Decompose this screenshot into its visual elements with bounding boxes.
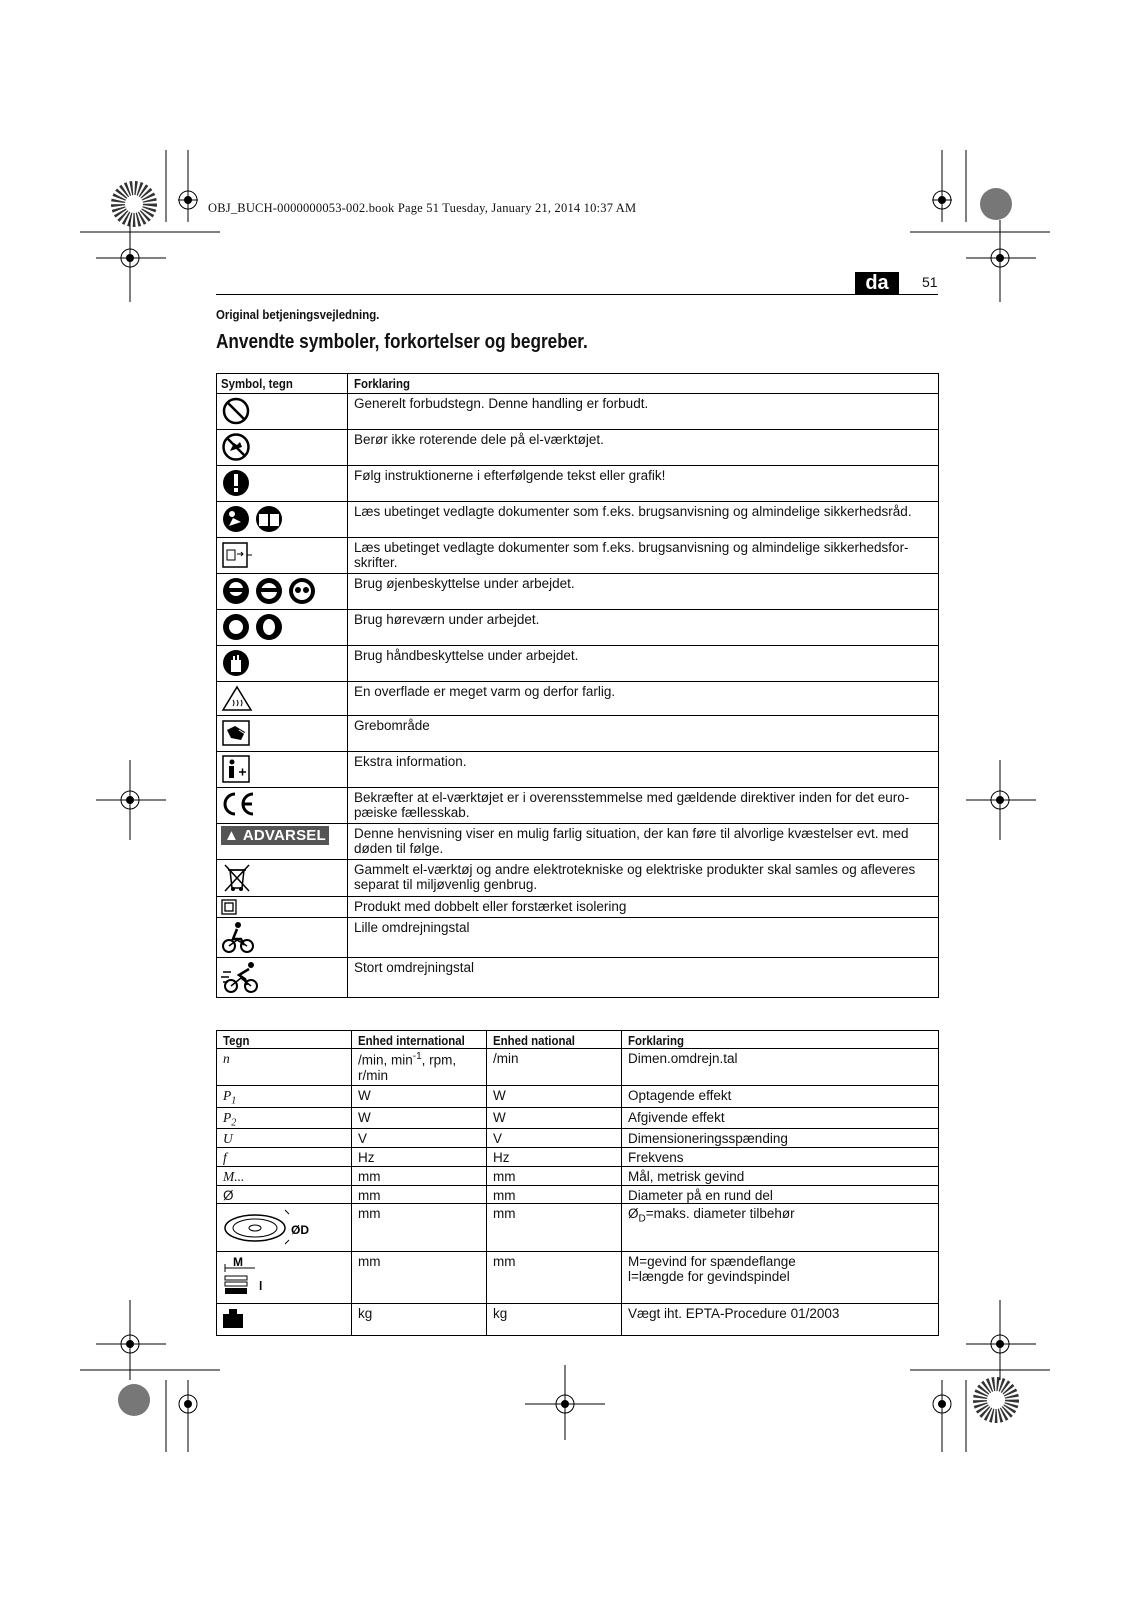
intl-unit-cell: kg <box>352 1304 487 1336</box>
table-row <box>217 466 939 502</box>
sign-cell: $P_2$ <box>217 1107 352 1129</box>
do-not-touch-rotating-icon <box>221 432 251 462</box>
subtitle: Original betjeningsvejledning. <box>216 307 380 322</box>
table-row <box>217 1107 939 1129</box>
column-header: Enhed national <box>487 1031 622 1049</box>
slow-speed-bike-icon <box>221 920 255 954</box>
natl-unit-cell: mm <box>487 1252 622 1304</box>
table-row <box>217 752 939 788</box>
row-explanation: Grebområde <box>348 716 939 752</box>
page-number: 51 <box>922 274 938 290</box>
row-explanation: Brug håndbeskyttelse under arbejdet. <box>348 646 939 682</box>
table-row <box>217 1129 939 1148</box>
table-row <box>217 574 939 610</box>
info-icon <box>221 754 253 784</box>
explanation-cell: Dimen.omdrejn.tal <box>622 1049 939 1086</box>
row-explanation: Brug høreværn under arbejdet. <box>348 610 939 646</box>
natl-unit-cell: W <box>487 1107 622 1129</box>
table-row <box>217 538 939 574</box>
intl-unit-cell: mm <box>352 1204 487 1252</box>
table-header-row <box>217 374 939 394</box>
warning-badge-icon: ▲ ADVARSEL <box>221 826 329 845</box>
thread-spindle-icon <box>221 1254 271 1298</box>
column-header: Forklaring <box>348 374 939 394</box>
intl-unit-cell: W <box>352 1086 487 1108</box>
natl-unit-cell: V <box>487 1129 622 1148</box>
exclamation-icon <box>221 468 251 498</box>
explanation-cell: $Ø_D=maks$. diameter tilbehør <box>622 1204 939 1252</box>
explanation-cell: Vægt iht. EPTA-Procedure 01/2003 <box>622 1304 939 1336</box>
table-row <box>217 502 939 538</box>
row-explanation: Ekstra information. <box>348 752 939 788</box>
table-row <box>217 430 939 466</box>
sign-cell: $P_1$ <box>217 1086 352 1108</box>
table-row <box>217 394 939 430</box>
explanation-cell: M=gevind for spændeflange l=længde for gevindspindel <box>622 1252 939 1304</box>
table-row <box>217 716 939 752</box>
table-row <box>217 1148 939 1167</box>
table-row <box>217 1049 939 1086</box>
table-row <box>217 958 939 998</box>
intl-unit-cell: W <box>352 1107 487 1129</box>
natl-unit-cell: Hz <box>487 1148 622 1167</box>
explanation-cell: Mål, metrisk gevind <box>622 1167 939 1186</box>
intl-unit-cell: mm <box>352 1186 487 1204</box>
natl-unit-cell: mm <box>487 1204 622 1252</box>
ce-mark-icon <box>221 790 257 818</box>
row-explanation: Berør ikke roterende dele på el-værktøjet. <box>348 430 939 466</box>
row-explanation: Gammelt el-værktøj og andre elektrotekniske og elektriske produkter skal samles og afleveres separat til miljøvenlig genbrug. <box>348 860 939 897</box>
disc-diameter-label: ØD <box>291 1223 309 1238</box>
table-row <box>217 610 939 646</box>
intl-unit-cell: mm <box>352 1167 487 1186</box>
thread-m-label: M <box>233 1255 243 1270</box>
grip-area-icon <box>221 718 253 748</box>
row-explanation: Brug øjenbeskyttelse under arbejdet. <box>348 574 939 610</box>
row-explanation: Lille omdrejningstal <box>348 918 939 958</box>
table-row <box>217 1204 939 1252</box>
double-insulation-icon <box>221 899 237 915</box>
explanation-cell: Diameter på en rund del <box>622 1186 939 1204</box>
row-explanation: En overflade er meget varm og derfor farlig. <box>348 682 939 716</box>
table-row <box>217 682 939 716</box>
language-badge: da <box>855 272 899 294</box>
row-explanation: Bekræfter at el-værktøjet er i overensstemmelse med gældende direktiver inden for det euro-pæiske fællesskab. <box>348 788 939 824</box>
eye-protection-icon <box>221 576 319 606</box>
natl-unit-cell: W <box>487 1086 622 1108</box>
table-row <box>217 1186 939 1204</box>
sign-cell: Ø <box>217 1186 352 1204</box>
natl-unit-cell: /min <box>487 1049 622 1086</box>
header-rule <box>216 294 938 295</box>
sign-cell: f <box>217 1148 352 1167</box>
table-row <box>217 1304 939 1336</box>
intl-unit-cell: V <box>352 1129 487 1148</box>
sign-cell: n <box>217 1049 352 1086</box>
table-row <box>217 918 939 958</box>
fast-speed-bike-icon <box>221 960 261 994</box>
table-row <box>217 788 939 824</box>
row-explanation: Læs ubetinget vedlagte dokumenter som f.eks. brugsanvisning og almindelige sikkerhedsfor-skrifter. <box>348 538 939 574</box>
row-explanation: Denne henvisning viser en mulig farlig situation, der kan føre til alvorlige kvæstelser evt. med døden til følge. <box>348 824 939 860</box>
page-title: Anvendte symboler, forkortelser og begreber. <box>216 331 588 353</box>
intl-unit-cell: /min, $\min^{-1}$, rpm, r/min <box>352 1049 487 1086</box>
table-row <box>217 1252 939 1304</box>
intl-unit-cell: Hz <box>352 1148 487 1167</box>
row-explanation: Følg instruktionerne i efterfølgende tekst eller grafik! <box>348 466 939 502</box>
table-row <box>217 897 939 918</box>
weight-icon <box>221 1306 247 1330</box>
table-row <box>217 1086 939 1108</box>
natl-unit-cell: kg <box>487 1304 622 1336</box>
column-header: Forklaring <box>622 1031 939 1049</box>
print-line: OBJ_BUCH-0000000053-002.book Page 51 Tuesday, January 21, 2014 10:37 AM <box>208 201 637 215</box>
hand-protection-icon <box>221 648 251 678</box>
documents-icon <box>221 540 253 570</box>
table-row <box>217 824 939 860</box>
weee-bin-icon <box>221 862 253 894</box>
table-header-row <box>217 1031 939 1049</box>
prohibition-icon <box>221 396 251 426</box>
table-row <box>217 646 939 682</box>
natl-unit-cell: mm <box>487 1186 622 1204</box>
ear-protection-icon <box>221 612 285 642</box>
column-header: Tegn <box>217 1031 352 1049</box>
warning-badge-label: ADVARSEL <box>242 827 326 844</box>
sign-cell: M... <box>217 1167 352 1186</box>
table-row <box>217 1167 939 1186</box>
hot-surface-icon <box>221 684 253 712</box>
intl-unit-cell: mm <box>352 1252 487 1304</box>
symbols-table <box>216 373 939 998</box>
thread-l-label: l <box>259 1279 263 1294</box>
sign-cell: U <box>217 1129 352 1148</box>
table-row <box>217 860 939 897</box>
column-header: Symbol, tegn <box>217 374 348 394</box>
row-explanation: Generelt forbudstegn. Denne handling er forbudt. <box>348 394 939 430</box>
row-explanation: Læs ubetinget vedlagte dokumenter som f.eks. brugsanvisning og almindelige sikkerhedsråd. <box>348 502 939 538</box>
natl-unit-cell: mm <box>487 1167 622 1186</box>
explanation-cell: Frekvens <box>622 1148 939 1167</box>
explanation-cell: Dimensioneringsspænding <box>622 1129 939 1148</box>
read-manual-icon <box>221 504 285 534</box>
explanation-cell: Afgivende effekt <box>622 1107 939 1129</box>
row-explanation: Produkt med dobbelt eller forstærket isolering <box>348 897 939 918</box>
column-header: Enhed international <box>352 1031 487 1049</box>
row-explanation: Stort omdrejningstal <box>348 958 939 998</box>
disc-diameter-icon <box>221 1206 311 1246</box>
units-table <box>216 1030 939 1336</box>
explanation-cell: Optagende effekt <box>622 1086 939 1108</box>
